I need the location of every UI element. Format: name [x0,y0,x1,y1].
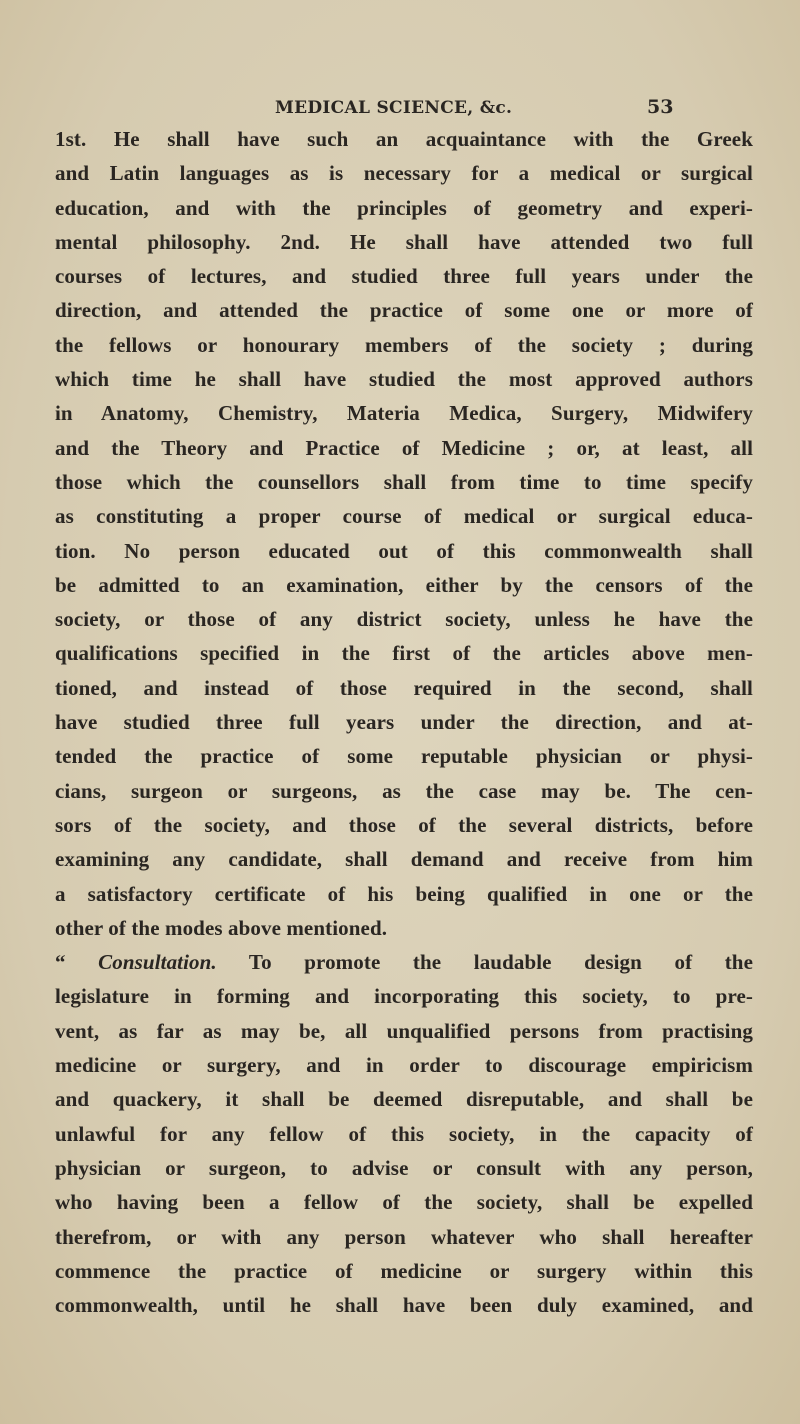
text-line: education, and with the principles of geometry and experi- [55,195,753,220]
text-line: and quackery, it shall be deemed disreputable, and shall be [55,1087,753,1112]
paragraph-consultation [55,979,753,1322]
text-line: sors of the society, and those of the several districts, before [55,812,753,837]
text-line: who having been a fellow of the society, shall be expelled [55,1190,753,1215]
text-line: 1st. He shall have such an acquaintance with the Greek [55,127,753,151]
text-line: and Latin languages as is necessary for a medical or surgical [55,161,753,186]
text-line: unlawful for any fellow of this society, in the capacity of [55,1121,753,1146]
text-line: other of the modes above mentioned. [55,915,388,940]
text-line: vent, as far as may be, all unqualified persons from practising [55,1018,753,1043]
text-line: and the Theory and Practice of Medicine ; or, at least, all [55,435,753,460]
page-number: 53 [647,96,674,118]
text-line: the fellows or honourary members of the society ; during [55,332,753,357]
text-line: examining any candidate, shall demand and receive from him [55,847,753,872]
text-line: therefrom, or with any person whatever who shall hereafter [55,1224,753,1249]
text-line: tion. No person educated out of this commonwealth shall [55,538,753,563]
text-line-consultation [55,945,753,979]
text-line: physician or surgeon, to advise or consult with any person, [55,1155,753,1180]
text-line: tended the practice of some reputable physician or physi- [55,744,753,769]
text-line: medicine or surgery, and in order to discourage empiricism [55,1053,753,1078]
body-text [55,122,753,1322]
text-line: have studied three full years under the direction, and at- [55,710,753,735]
text-line: cians, surgeon or surgeons, as the case may be. The cen- [55,778,753,803]
section-heading-consultation: Consultation. [98,950,217,975]
text-line: be admitted to an examination, either by the censors of the [55,572,753,597]
text-line: as constituting a proper course of medical or surgical educa- [55,504,753,529]
text-line: in Anatomy, Chemistry, Materia Medica, Surgery, Midwifery [55,401,753,426]
text-line: legislature in forming and incorporating this society, to pre- [55,984,753,1009]
consultation-text: To promote the laudable design of the [216,950,754,975]
running-title: MEDICAL SCIENCE, &c. [275,98,513,118]
text-line: commence the practice of medicine or surgery within this [55,1258,753,1283]
text-line: commonwealth, until he shall have been duly examined, and [55,1293,753,1318]
paragraph-qualifications [55,122,753,945]
text-line: mental philosophy. 2nd. He shall have attended two full [55,229,753,254]
text-line: courses of lectures, and studied three full years under the [55,264,753,289]
text-line: qualifications specified in the first of the articles above men- [55,641,753,666]
text-line: which time he shall have studied the most approved authors [55,367,753,392]
text-line: those which the counsellors shall from time to time specify [55,469,753,494]
text-line: tioned, and instead of those required in the second, shall [55,675,753,700]
text-line: direction, and attended the practice of some one or more of [55,298,753,323]
text-line: society, or those of any district society, unless he have the [55,607,753,632]
open-quote: “ [55,950,99,975]
text-line: a satisfactory certificate of his being qualified in one or the [55,881,753,906]
